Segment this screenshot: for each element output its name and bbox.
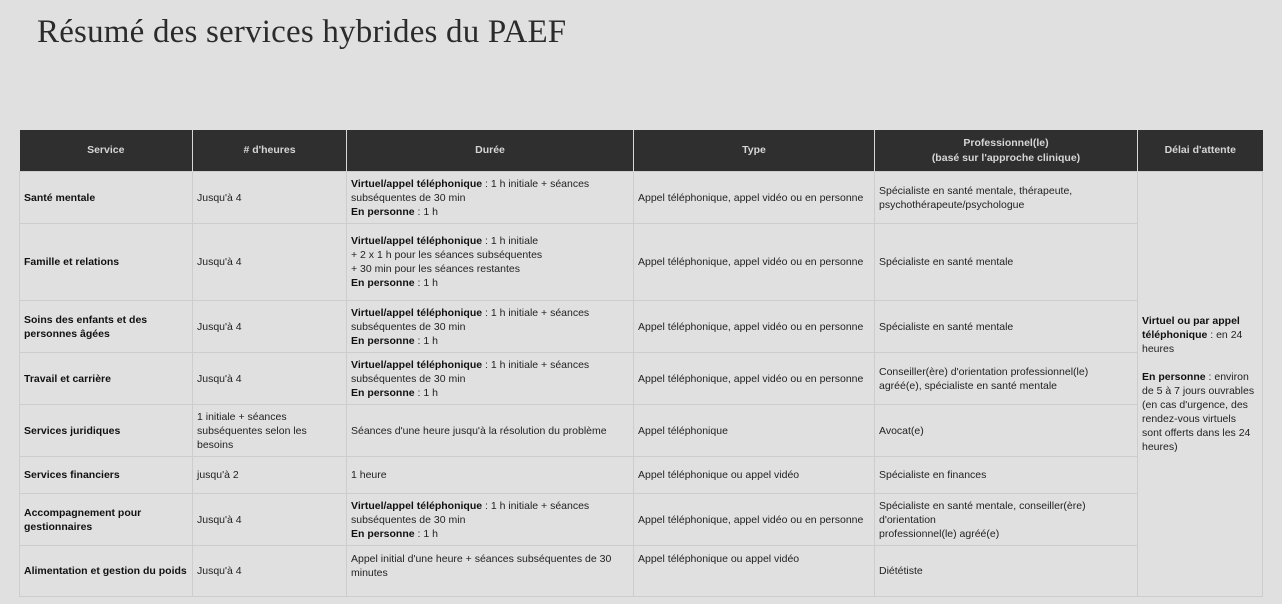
duration-virtual-text: : 1 h initiale + séances subséquentes de 30 min — [351, 499, 590, 526]
duration-virtual-label: Virtuel/appel téléphonique — [351, 235, 483, 247]
header-wait: Délai d'attente — [1138, 130, 1263, 172]
header-professional-line1: Professionnel(le) — [963, 136, 1049, 149]
wait-virtual-text: : en 24 heures — [1142, 329, 1243, 355]
cell-service: Services juridiques — [20, 405, 193, 457]
duration-inperson-text: : 1 h — [414, 386, 438, 399]
duration-inperson-label: En personne — [351, 205, 415, 218]
cell-service: Santé mentale — [20, 172, 193, 224]
duration-inperson-text: : 1 h — [414, 334, 438, 347]
duration-virtual-text: : 1 h initiale + séances subséquentes de 30 min — [351, 177, 590, 204]
duration-inperson-text: : 1 h — [414, 527, 438, 540]
cell-professional: Spécialiste en santé mentale, thérapeute, psychothérapeute/psychologue — [875, 172, 1138, 224]
cell-service: Alimentation et gestion du poids — [20, 546, 193, 597]
cell-service: Soins des enfants et des personnes âgées — [20, 301, 193, 353]
header-duration: Durée — [347, 130, 634, 172]
table-row — [20, 353, 1263, 405]
cell-type: Appel téléphonique ou appel vidéo — [634, 546, 875, 597]
cell-hours: Jusqu'à 4 — [193, 494, 347, 546]
cell-professional: Conseiller(ère) d'orientation professionnel(le) agréé(e), spécialiste en santé mentale — [875, 353, 1138, 405]
cell-duration: 1 heure — [347, 457, 634, 494]
duration-inperson-text: : 1 h — [414, 205, 438, 218]
duration-inperson — [351, 386, 629, 400]
table-row — [20, 457, 1263, 494]
cell-professional: Avocat(e) — [875, 405, 1138, 457]
table-row — [20, 224, 1263, 301]
cell-service: Travail et carrière — [20, 353, 193, 405]
cell-professional: Spécialiste en finances — [875, 457, 1138, 494]
cell-service: Services financiers — [20, 457, 193, 494]
wait-inperson — [1142, 370, 1258, 454]
duration-inperson-label: En personne — [351, 386, 415, 399]
header-type: Type — [634, 130, 875, 172]
header-professional-line2: (basé sur l'approche clinique) — [931, 151, 1081, 164]
wait-inperson-text: : environ de 5 à 7 jours ouvrables (en cas d'urgence, des rendez-vous virtuels sont offerts dans les 24 heures) — [1142, 371, 1255, 453]
duration-virtual-label: Virtuel/appel téléphonique — [351, 177, 483, 190]
table-body — [20, 172, 1263, 597]
duration-inperson — [351, 334, 629, 348]
duration-virtual — [351, 234, 629, 248]
table-row — [20, 301, 1263, 353]
duration-virtual-label: Virtuel/appel téléphonique — [351, 306, 483, 319]
cell-wait — [1138, 172, 1263, 597]
cell-professional — [875, 494, 1138, 546]
table-row — [20, 546, 1263, 597]
header-service: Service — [20, 130, 193, 172]
duration-inperson-label: En personne — [351, 334, 415, 347]
table-row — [20, 172, 1263, 224]
cell-professional: Diététiste — [875, 546, 1138, 597]
cell-hours: Jusqu'à 4 — [193, 353, 347, 405]
duration-virtual-label: Virtuel/appel téléphonique — [351, 499, 483, 512]
wait-virtual — [1142, 314, 1258, 356]
page-title: Résumé des services hybrides du PAEF — [37, 14, 567, 50]
cell-hours: Jusqu'à 4 — [193, 301, 347, 353]
duration-virtual-text: : 1 h initiale — [482, 235, 539, 247]
table-row — [20, 405, 1263, 457]
cell-hours: jusqu'à 2 — [193, 457, 347, 494]
cell-duration — [347, 172, 634, 224]
cell-hours: Jusqu'à 4 — [193, 224, 347, 301]
duration-inperson-text: : 1 h — [414, 277, 438, 289]
cell-duration: Appel initial d'une heure + séances subséquentes de 30 minutes — [347, 546, 634, 597]
cell-type: Appel téléphonique ou appel vidéo — [634, 457, 875, 494]
cell-hours: 1 initiale + séances subséquentes selon les besoins — [193, 405, 347, 457]
cell-professional: Spécialiste en santé mentale — [875, 301, 1138, 353]
header-row — [20, 130, 1263, 172]
duration-inperson-label: En personne — [351, 277, 415, 289]
cell-hours: Jusqu'à 4 — [193, 172, 347, 224]
duration-inperson — [351, 527, 629, 541]
table-header — [20, 130, 1263, 172]
duration-virtual-text: : 1 h initiale + séances subséquentes de 30 min — [351, 358, 590, 385]
professional-line2: professionnel(le) agréé(e) — [879, 527, 1000, 540]
cell-type: Appel téléphonique, appel vidéo ou en personne — [634, 353, 875, 405]
cell-service: Accompagnement pour gestionnaires — [20, 494, 193, 546]
cell-type: Appel téléphonique, appel vidéo ou en personne — [634, 494, 875, 546]
cell-type: Appel téléphonique, appel vidéo ou en personne — [634, 172, 875, 224]
cell-duration — [347, 494, 634, 546]
cell-type: Appel téléphonique, appel vidéo ou en personne — [634, 224, 875, 301]
duration-extra-1: + 2 x 1 h pour les séances subséquentes — [351, 249, 543, 261]
wait-spacer — [1142, 356, 1258, 370]
cell-duration — [347, 224, 634, 301]
cell-service: Famille et relations — [20, 224, 193, 301]
cell-type: Appel téléphonique — [634, 405, 875, 457]
cell-professional: Spécialiste en santé mentale — [875, 224, 1138, 301]
professional-line1: Spécialiste en santé mentale, conseiller(ère) d'orientation — [879, 499, 1086, 526]
header-hours: # d'heures — [193, 130, 347, 172]
duration-inperson — [351, 205, 629, 219]
cell-hours: Jusqu'à 4 — [193, 546, 347, 597]
duration-inperson — [351, 276, 629, 290]
cell-duration: Séances d'une heure jusqu'à la résolution du problème — [347, 405, 634, 457]
duration-inperson-label: En personne — [351, 527, 415, 540]
wait-inperson-label: En personne — [1142, 371, 1206, 383]
table-row — [20, 494, 1263, 546]
header-professional — [875, 130, 1138, 172]
services-summary-table — [19, 130, 1263, 597]
duration-virtual-text: : 1 h initiale + séances subséquentes de 30 min — [351, 306, 590, 333]
wait-virtual-label: Virtuel ou par appel téléphonique — [1142, 315, 1240, 341]
duration-extra-2: + 30 min pour les séances restantes — [351, 263, 520, 275]
cell-type: Appel téléphonique, appel vidéo ou en personne — [634, 301, 875, 353]
duration-virtual-label: Virtuel/appel téléphonique — [351, 358, 483, 371]
cell-duration — [347, 353, 634, 405]
cell-duration — [347, 301, 634, 353]
